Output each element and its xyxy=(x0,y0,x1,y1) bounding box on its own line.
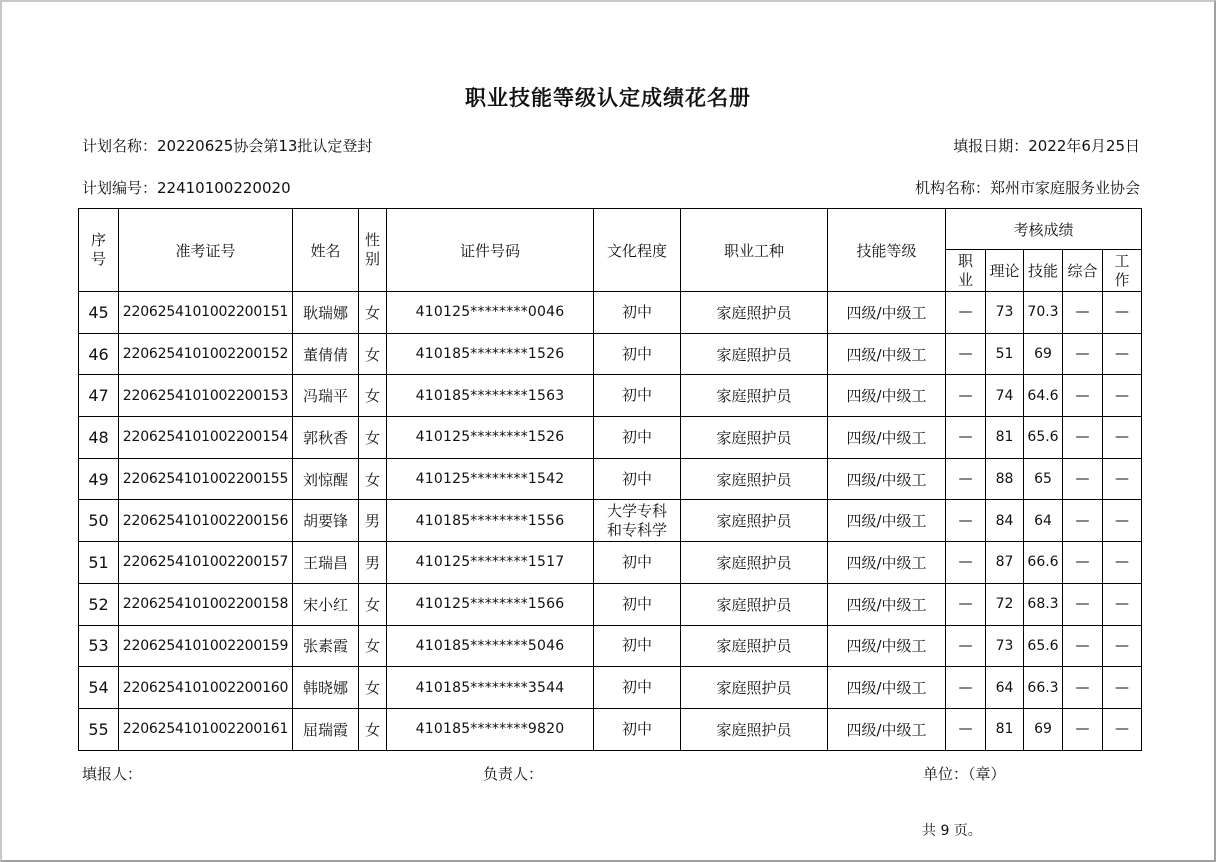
cell-score-theory: 64 xyxy=(986,667,1024,709)
filler-label: 填报人： xyxy=(82,765,143,783)
cell-exam-no: 2206254101002200152 xyxy=(119,333,293,375)
cell-id-no: 410185********1563 xyxy=(387,375,594,417)
cell-exam-no: 2206254101002200158 xyxy=(119,583,293,625)
cell-seq: 52 xyxy=(79,583,119,625)
header-score-zhiye xyxy=(946,250,986,292)
cell-score-work: — xyxy=(1103,375,1142,417)
cell-score-zhiye: — xyxy=(946,333,986,375)
cell-score-skill: 65 xyxy=(1024,458,1063,500)
cell-score-work: — xyxy=(1103,333,1142,375)
cell-name: 宋小红 xyxy=(293,583,359,625)
cell-name: 郭秋香 xyxy=(293,417,359,459)
cell-score-zhiye: — xyxy=(946,583,986,625)
cell-score-skill: 69 xyxy=(1024,333,1063,375)
cell-score-theory: 81 xyxy=(986,417,1024,459)
cell-score-skill: 64 xyxy=(1024,500,1063,542)
cell-score-zhiye: — xyxy=(946,292,986,334)
cell-score-zhiye: — xyxy=(946,458,986,500)
cell-education: 初中 xyxy=(594,458,681,500)
cell-occupation: 家庭照护员 xyxy=(681,542,828,584)
cell-score-skill: 66.3 xyxy=(1024,667,1063,709)
cell-occupation: 家庭照护员 xyxy=(681,667,828,709)
cell-id-no: 410125********1542 xyxy=(387,458,594,500)
cell-name: 张素霞 xyxy=(293,625,359,667)
header-score-skill: 技能 xyxy=(1024,250,1063,292)
cell-gender: 男 xyxy=(359,542,387,584)
cell-education: 初中 xyxy=(594,667,681,709)
cell-score-comprehensive: — xyxy=(1063,667,1103,709)
cell-exam-no: 2206254101002200159 xyxy=(119,625,293,667)
cell-gender: 女 xyxy=(359,292,387,334)
table-row xyxy=(79,417,1142,459)
cell-id-no: 410185********1556 xyxy=(387,500,594,542)
cell-name: 胡要锋 xyxy=(293,500,359,542)
cell-education: 初中 xyxy=(594,583,681,625)
cell-seq: 50 xyxy=(79,500,119,542)
cell-score-comprehensive: — xyxy=(1063,292,1103,334)
cell-score-theory: 72 xyxy=(986,583,1024,625)
cell-id-no: 410185********1526 xyxy=(387,333,594,375)
cell-seq: 48 xyxy=(79,417,119,459)
cell-gender: 男 xyxy=(359,500,387,542)
table-row xyxy=(79,500,1142,542)
organization-name: 机构名称：郑州市家庭服务业协会 xyxy=(914,179,1140,197)
cell-seq: 49 xyxy=(79,458,119,500)
table-row xyxy=(79,375,1142,417)
header-exam-no: 准考证号 xyxy=(119,209,293,292)
cell-seq: 46 xyxy=(79,333,119,375)
cell-name: 屈瑞霞 xyxy=(293,708,359,750)
cell-skill-level: 四级/中级工 xyxy=(828,375,946,417)
cell-skill-level: 四级/中级工 xyxy=(828,542,946,584)
responsible-label: 负责人： xyxy=(483,765,544,783)
cell-score-zhiye: — xyxy=(946,625,986,667)
cell-name: 耿瑞娜 xyxy=(293,292,359,334)
cell-education: 初中 xyxy=(594,333,681,375)
cell-exam-no: 2206254101002200160 xyxy=(119,667,293,709)
table-row xyxy=(79,625,1142,667)
cell-gender: 女 xyxy=(359,583,387,625)
cell-score-zhiye: — xyxy=(946,417,986,459)
cell-score-work: — xyxy=(1103,667,1142,709)
cell-seq: 54 xyxy=(79,667,119,709)
page-title: 职业技能等级认定成绩花名册 xyxy=(465,86,751,110)
cell-score-comprehensive: — xyxy=(1063,333,1103,375)
cell-score-theory: 73 xyxy=(986,625,1024,667)
cell-score-comprehensive: — xyxy=(1063,583,1103,625)
cell-occupation: 家庭照护员 xyxy=(681,708,828,750)
page-count: 共 9 页。 xyxy=(922,823,982,839)
cell-score-comprehensive: — xyxy=(1063,375,1103,417)
cell-score-comprehensive: — xyxy=(1063,625,1103,667)
cell-skill-level: 四级/中级工 xyxy=(828,708,946,750)
cell-gender: 女 xyxy=(359,625,387,667)
header-seq xyxy=(79,209,119,292)
table-row xyxy=(79,708,1142,750)
cell-score-theory: 88 xyxy=(986,458,1024,500)
cell-score-comprehensive: — xyxy=(1063,708,1103,750)
cell-occupation: 家庭照护员 xyxy=(681,583,828,625)
cell-exam-no: 2206254101002200154 xyxy=(119,417,293,459)
cell-score-skill: 64.6 xyxy=(1024,375,1063,417)
header-name: 姓名 xyxy=(293,209,359,292)
cell-id-no: 410185********9820 xyxy=(387,708,594,750)
cell-score-zhiye: — xyxy=(946,667,986,709)
score-roster-table xyxy=(78,208,1142,751)
cell-seq: 47 xyxy=(79,375,119,417)
cell-education: 初中 xyxy=(594,375,681,417)
cell-name: 韩晓娜 xyxy=(293,667,359,709)
cell-skill-level: 四级/中级工 xyxy=(828,458,946,500)
table-row xyxy=(79,333,1142,375)
header-seq-label: 序号 xyxy=(90,231,106,268)
cell-id-no: 410185********5046 xyxy=(387,625,594,667)
cell-score-theory: 74 xyxy=(986,375,1024,417)
cell-gender: 女 xyxy=(359,708,387,750)
cell-score-comprehensive: — xyxy=(1063,542,1103,584)
cell-skill-level: 四级/中级工 xyxy=(828,417,946,459)
header-skill-level: 技能等级 xyxy=(828,209,946,292)
cell-score-skill: 65.6 xyxy=(1024,417,1063,459)
cell-seq: 53 xyxy=(79,625,119,667)
cell-exam-no: 2206254101002200153 xyxy=(119,375,293,417)
cell-score-theory: 51 xyxy=(986,333,1024,375)
cell-id-no: 410185********3544 xyxy=(387,667,594,709)
cell-score-comprehensive: — xyxy=(1063,417,1103,459)
cell-score-theory: 81 xyxy=(986,708,1024,750)
cell-score-zhiye: — xyxy=(946,542,986,584)
cell-occupation: 家庭照护员 xyxy=(681,417,828,459)
cell-skill-level: 四级/中级工 xyxy=(828,292,946,334)
cell-score-skill: 68.3 xyxy=(1024,583,1063,625)
cell-score-skill: 69 xyxy=(1024,708,1063,750)
cell-score-work: — xyxy=(1103,625,1142,667)
cell-score-work: — xyxy=(1103,500,1142,542)
cell-seq: 45 xyxy=(79,292,119,334)
cell-score-work: — xyxy=(1103,417,1142,459)
cell-score-work: — xyxy=(1103,542,1142,584)
cell-gender: 女 xyxy=(359,333,387,375)
cell-seq: 55 xyxy=(79,708,119,750)
cell-education: 初中 xyxy=(594,708,681,750)
cell-id-no: 410125********1526 xyxy=(387,417,594,459)
cell-exam-no: 2206254101002200157 xyxy=(119,542,293,584)
cell-score-zhiye: — xyxy=(946,708,986,750)
unit-seal-label: 单位：（章） xyxy=(923,765,1006,783)
header-education: 文化程度 xyxy=(594,209,681,292)
cell-name: 刘惊醒 xyxy=(293,458,359,500)
cell-occupation: 家庭照护员 xyxy=(681,625,828,667)
cell-score-skill: 66.6 xyxy=(1024,542,1063,584)
cell-score-work: — xyxy=(1103,583,1142,625)
cell-education: 初中 xyxy=(594,292,681,334)
table-row xyxy=(79,667,1142,709)
cell-score-comprehensive: — xyxy=(1063,458,1103,500)
cell-education: 初中 xyxy=(594,542,681,584)
header-scores-group: 考核成绩 xyxy=(946,209,1142,250)
cell-exam-no: 2206254101002200155 xyxy=(119,458,293,500)
cell-score-comprehensive: — xyxy=(1063,500,1103,542)
header-id-no: 证件号码 xyxy=(387,209,594,292)
header-score-zhiye-label: 职业 xyxy=(957,251,973,289)
cell-score-work: — xyxy=(1103,458,1142,500)
cell-score-zhiye: — xyxy=(946,375,986,417)
cell-score-skill: 65.6 xyxy=(1024,625,1063,667)
cell-score-work: — xyxy=(1103,708,1142,750)
header-occupation: 职业工种 xyxy=(681,209,828,292)
cell-exam-no: 2206254101002200151 xyxy=(119,292,293,334)
cell-education: 初中 xyxy=(594,625,681,667)
cell-skill-level: 四级/中级工 xyxy=(828,667,946,709)
cell-name: 王瑞昌 xyxy=(293,542,359,584)
cell-occupation: 家庭照护员 xyxy=(681,375,828,417)
cell-id-no: 410125********1517 xyxy=(387,542,594,584)
cell-score-work: — xyxy=(1103,292,1142,334)
cell-skill-level: 四级/中级工 xyxy=(828,500,946,542)
cell-name: 冯瑞平 xyxy=(293,375,359,417)
table-row xyxy=(79,292,1142,334)
cell-id-no: 410125********1566 xyxy=(387,583,594,625)
header-gender xyxy=(359,209,387,292)
header-score-work-label: 工作 xyxy=(1114,251,1130,289)
cell-education: 初中 xyxy=(594,417,681,459)
cell-exam-no: 2206254101002200161 xyxy=(119,708,293,750)
header-score-work xyxy=(1103,250,1142,292)
cell-occupation: 家庭照护员 xyxy=(681,292,828,334)
table-row xyxy=(79,583,1142,625)
cell-skill-level: 四级/中级工 xyxy=(828,583,946,625)
cell-gender: 女 xyxy=(359,417,387,459)
plan-number: 计划编号：22410100220020 xyxy=(82,179,291,197)
cell-score-skill: 70.3 xyxy=(1024,292,1063,334)
cell-occupation: 家庭照护员 xyxy=(681,500,828,542)
cell-exam-no: 2206254101002200156 xyxy=(119,500,293,542)
cell-name: 董倩倩 xyxy=(293,333,359,375)
cell-score-theory: 84 xyxy=(986,500,1024,542)
cell-skill-level: 四级/中级工 xyxy=(828,333,946,375)
table-body xyxy=(79,292,1142,751)
cell-id-no: 410125********0046 xyxy=(387,292,594,334)
cell-education: 大学专科 和专科学 xyxy=(594,500,681,542)
cell-occupation: 家庭照护员 xyxy=(681,333,828,375)
header-score-comprehensive: 综合 xyxy=(1063,250,1103,292)
fill-date: 填报日期：2022年6月25日 xyxy=(953,137,1140,155)
table-row xyxy=(79,542,1142,584)
cell-score-zhiye: — xyxy=(946,500,986,542)
cell-seq: 51 xyxy=(79,542,119,584)
header-row xyxy=(79,209,1142,250)
header-gender-label: 性别 xyxy=(364,231,380,268)
cell-skill-level: 四级/中级工 xyxy=(828,625,946,667)
cell-gender: 女 xyxy=(359,667,387,709)
cell-score-theory: 87 xyxy=(986,542,1024,584)
cell-score-theory: 73 xyxy=(986,292,1024,334)
header-score-theory: 理论 xyxy=(986,250,1024,292)
cell-gender: 女 xyxy=(359,375,387,417)
cell-occupation: 家庭照护员 xyxy=(681,458,828,500)
cell-gender: 女 xyxy=(359,458,387,500)
plan-name: 计划名称：20220625协会第13批认定登封 xyxy=(82,137,373,155)
table-row xyxy=(79,458,1142,500)
